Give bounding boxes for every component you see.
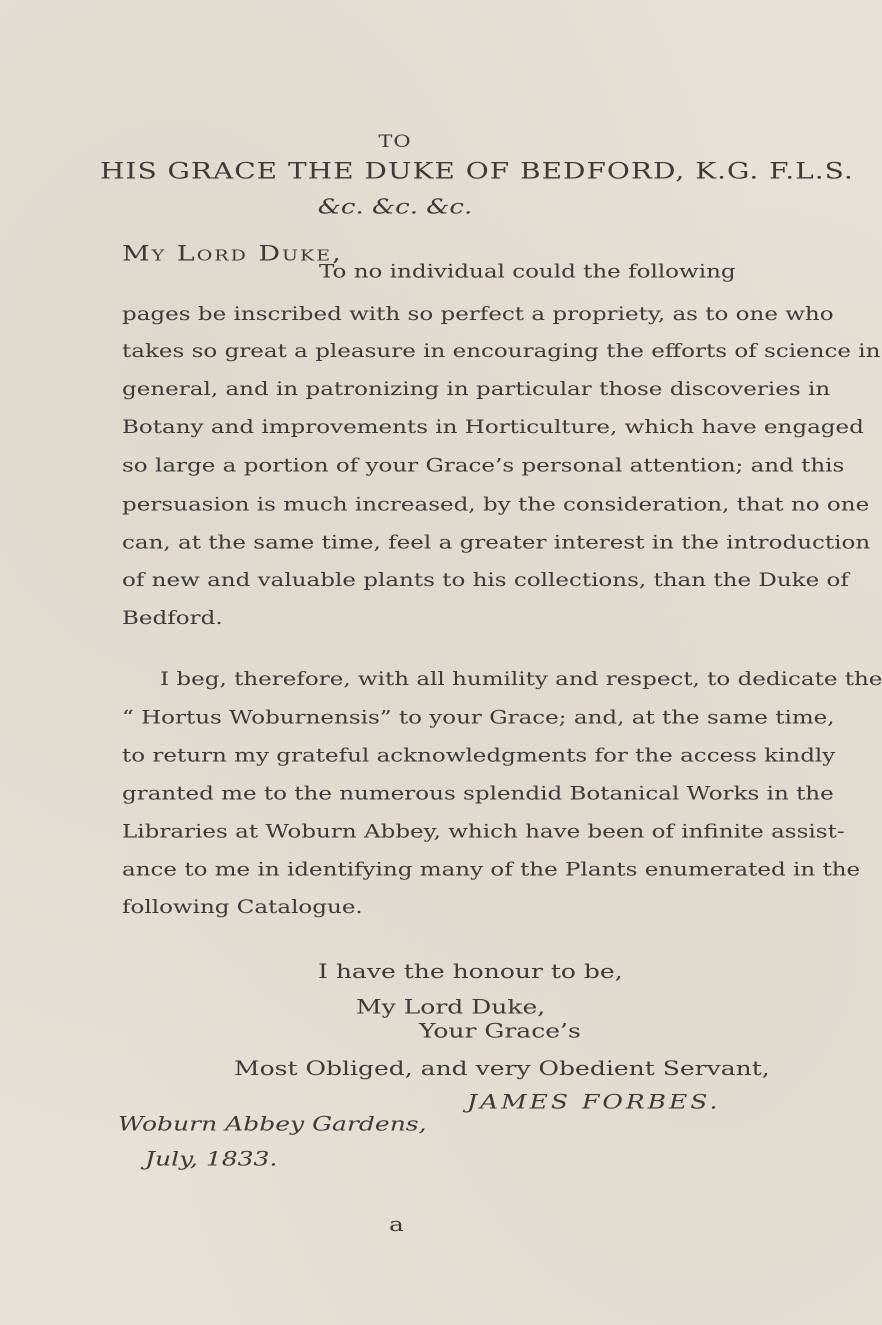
closing-line-3: Your Grace’s bbox=[419, 1019, 581, 1043]
paragraph-line: Libraries at Woburn Abbey, which have been of infinite assist- bbox=[122, 821, 845, 843]
place: Woburn Abbey Gardens, bbox=[118, 1112, 427, 1136]
paragraph-line: Bedford. bbox=[122, 608, 223, 629]
paragraph-line: I beg, therefore, with all humility and respect, to dedicate the bbox=[160, 669, 882, 690]
paragraph-line: following Catalogue. bbox=[122, 897, 363, 918]
heading-addressee: HIS GRACE THE DUKE OF BEDFORD, K.G. F.L.S. bbox=[100, 158, 854, 185]
paragraph-line: can, at the same time, feel a greater interest in the introduction bbox=[122, 532, 871, 553]
date: July, 1833. bbox=[145, 1147, 278, 1170]
paragraph-line: takes so great a pleasure in encouraging the efforts of science in bbox=[122, 341, 881, 362]
salutation: My Lord Duke, bbox=[122, 241, 343, 267]
signature: JAMES FORBES. bbox=[467, 1090, 721, 1114]
paragraph-line: of new and valuable plants to his collections, than the Duke of bbox=[122, 570, 849, 591]
paragraph-line: ance to me in identifying many of the Plants enumerated in the bbox=[122, 859, 861, 881]
paragraph-line: Botany and improvements in Horticulture, which have engaged bbox=[122, 417, 864, 438]
closing-line-2: My Lord Duke, bbox=[356, 995, 546, 1019]
paragraph-line: “ Hortus Woburnensis” to your Grace; and, at the same time, bbox=[122, 707, 835, 729]
closing-line-1: I have the honour to be, bbox=[318, 959, 623, 983]
paragraph-line: to return my grateful acknowledgments for the access kindly bbox=[122, 745, 836, 767]
paragraph-line: general, and in patronizing in particular those discoveries in bbox=[122, 379, 831, 400]
paragraph-line: pages be inscribed with so perfect a propriety, as to one who bbox=[122, 304, 834, 325]
paragraph-line: granted me to the numerous splendid Botanical Works in the bbox=[122, 783, 834, 805]
paragraph-line: persuasion is much increased, by the consideration, that no one bbox=[122, 494, 870, 516]
paragraph-line: so large a portion of your Grace’s personal attention; and this bbox=[122, 455, 845, 477]
heading-etc: &c. &c. &c. bbox=[317, 195, 473, 219]
closing-line-4: Most Obliged, and very Obedient Servant, bbox=[234, 1057, 770, 1080]
heading-to: TO bbox=[378, 131, 412, 151]
signature-mark: a bbox=[389, 1212, 404, 1236]
paragraph-line: To no individual could the following bbox=[319, 261, 736, 283]
